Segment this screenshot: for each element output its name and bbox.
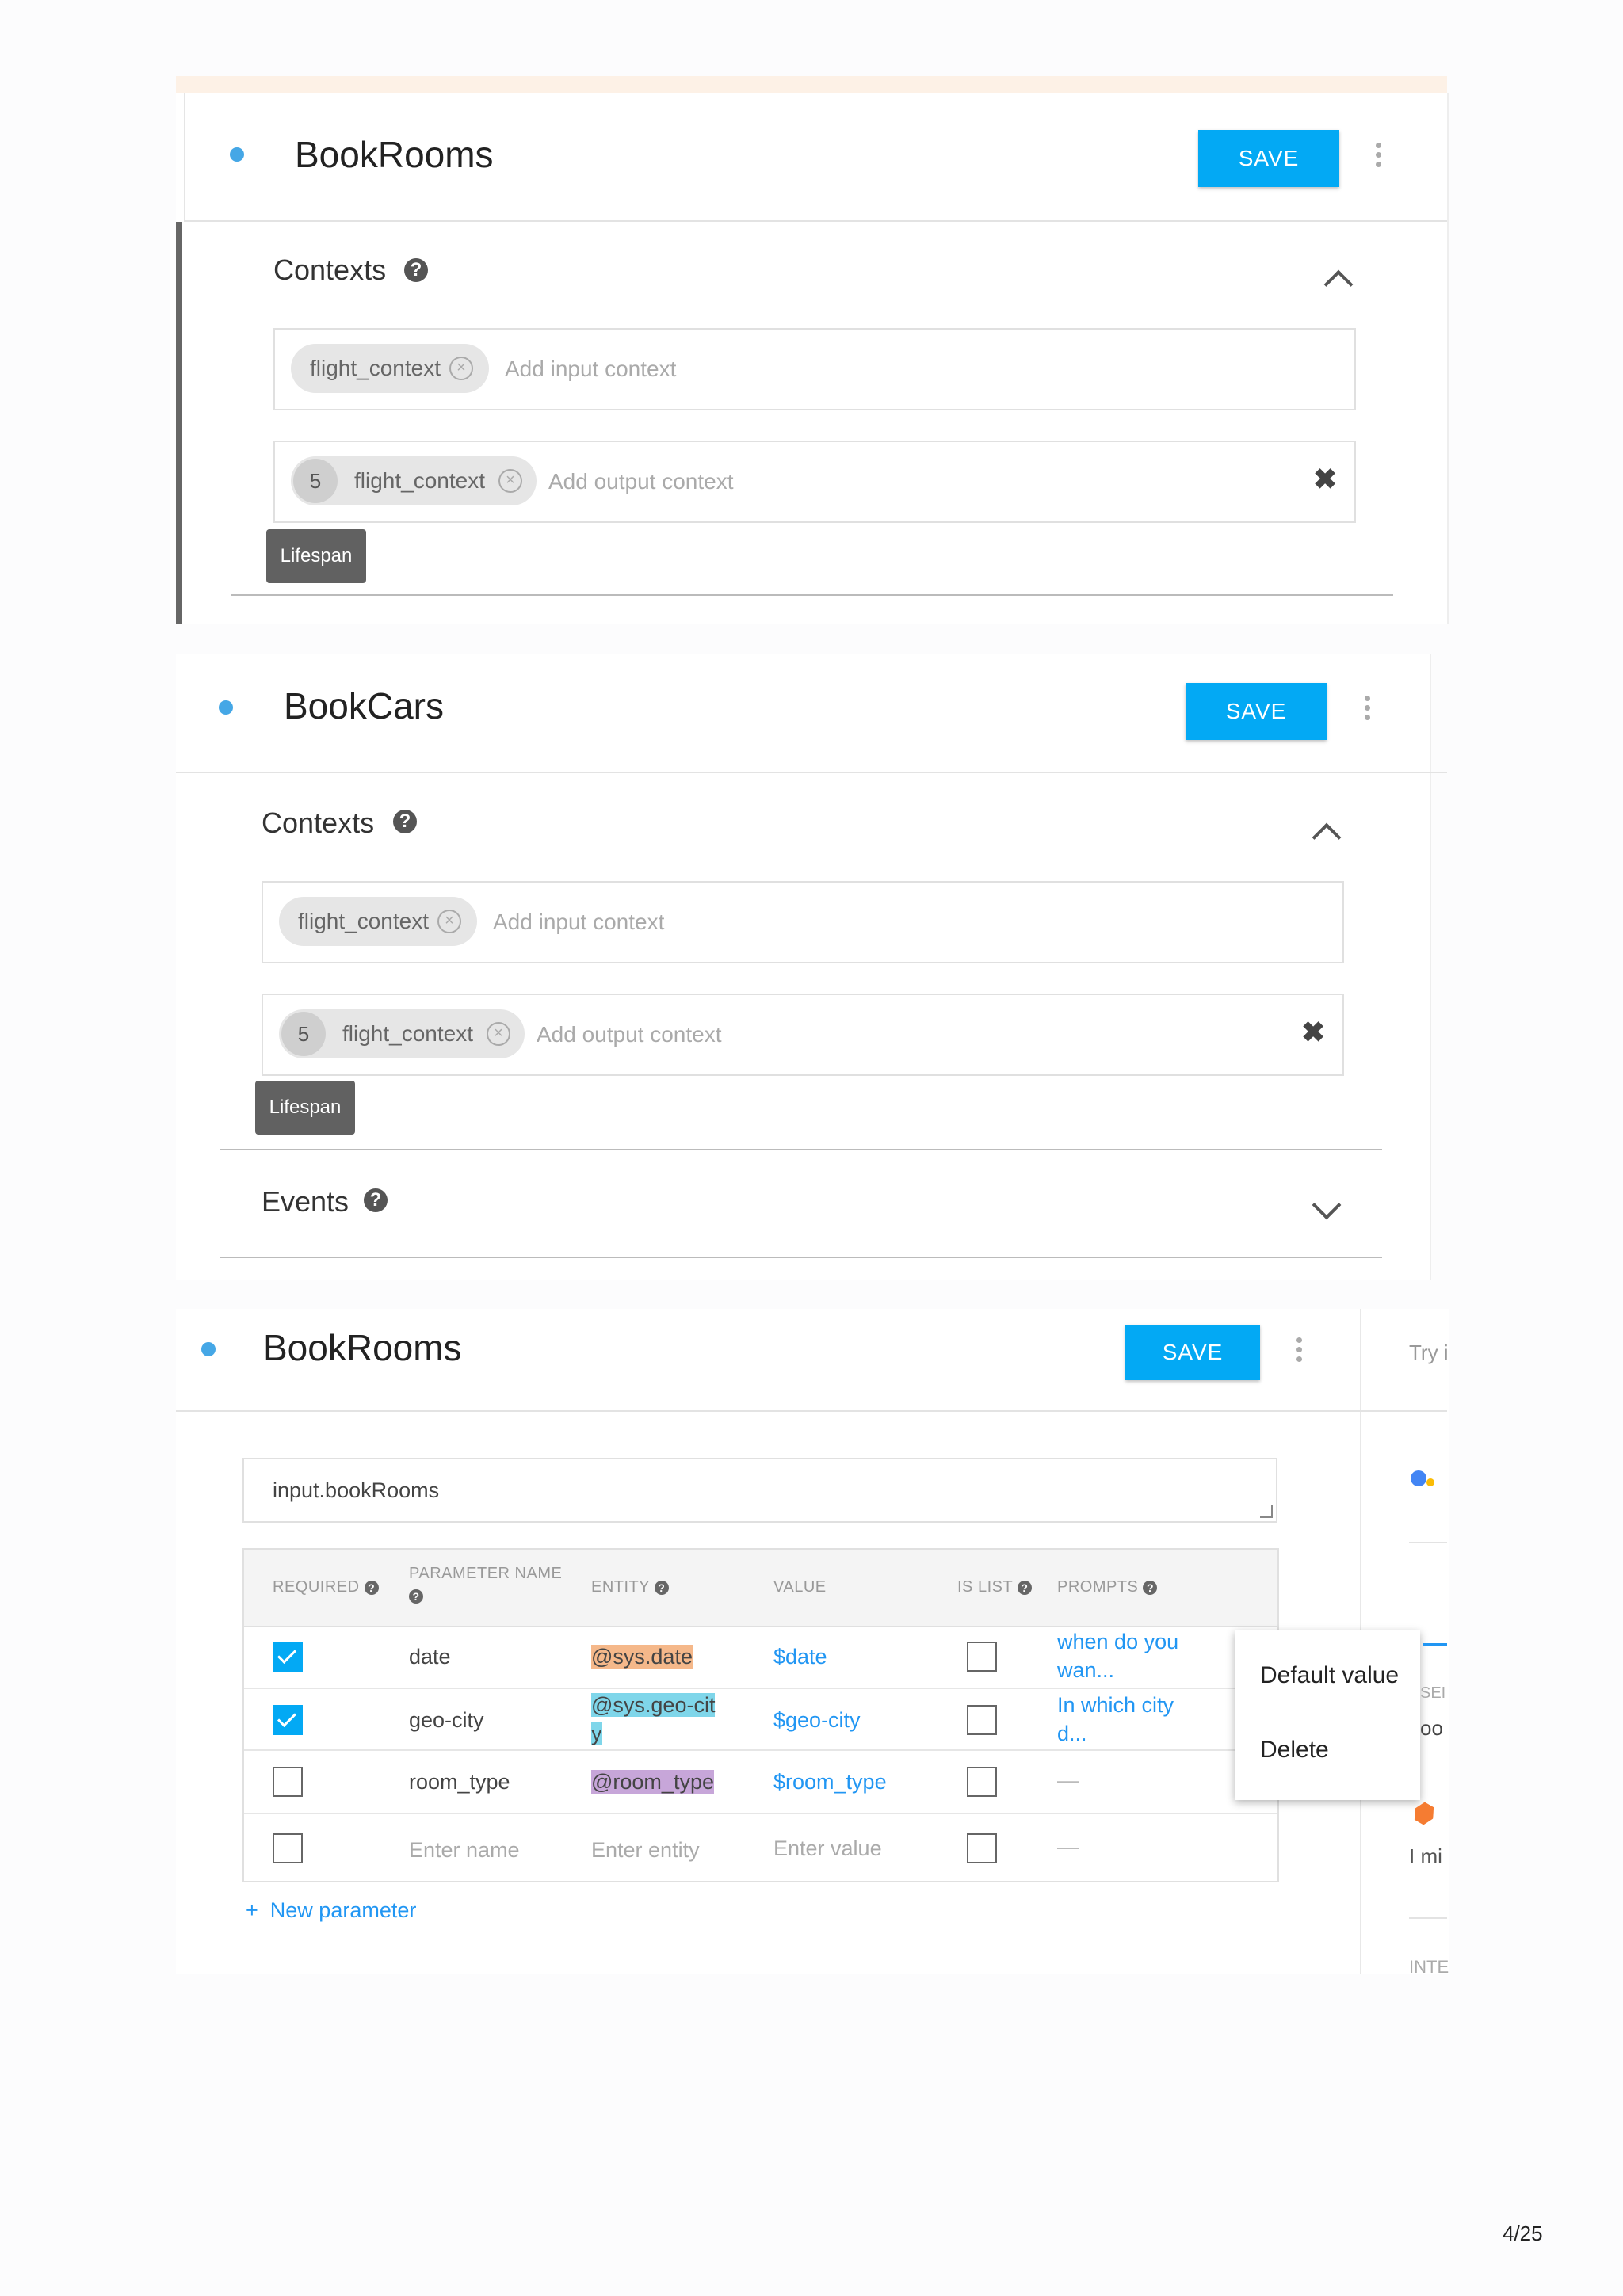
header-label: ENTITY — [591, 1578, 650, 1596]
help-icon[interactable]: ? — [404, 258, 428, 282]
required-checkbox[interactable] — [273, 1642, 303, 1672]
panel-body — [176, 654, 1431, 1280]
remove-chip-icon[interactable]: × — [487, 1022, 510, 1046]
assistant-icon-dot — [1426, 1478, 1434, 1486]
entity-line: y — [591, 1722, 602, 1745]
parameter-name[interactable]: geo-city — [409, 1708, 484, 1732]
header-parameter-name — [409, 1562, 567, 1607]
menu-item-default-value[interactable]: Default value — [1260, 1662, 1400, 1688]
required-checkbox[interactable] — [273, 1767, 303, 1797]
header-label: PROMPTS — [1057, 1578, 1139, 1596]
header-prompts — [1057, 1578, 1157, 1596]
prompt-line: when do you — [1057, 1630, 1179, 1653]
save-button[interactable]: SAVE — [1198, 130, 1339, 187]
value-input[interactable]: Enter value — [773, 1836, 882, 1860]
table-row — [244, 1689, 1277, 1751]
header-label: IS LIST — [957, 1578, 1013, 1596]
table-row — [244, 1751, 1277, 1814]
entity-line: @sys.geo-cit — [591, 1693, 716, 1717]
clear-icon[interactable]: ✖ — [1313, 463, 1338, 495]
lifespan-badge[interactable]: 5 — [281, 1012, 326, 1056]
panel-left-bar — [176, 222, 182, 624]
prompt-text[interactable] — [1057, 1627, 1178, 1684]
more-menu-icon[interactable] — [1376, 143, 1382, 171]
entity-tag[interactable]: @room_type — [591, 1770, 714, 1794]
header-value: VALUE — [773, 1578, 827, 1596]
divider — [231, 594, 1393, 596]
output-context-chip[interactable] — [291, 456, 537, 505]
panel-top-strip — [176, 76, 1447, 93]
remove-chip-icon[interactable]: × — [449, 357, 473, 380]
entity-tag[interactable]: @sys.date — [591, 1645, 693, 1669]
side-text-oo: oo — [1420, 1716, 1443, 1740]
is-list-checkbox[interactable] — [967, 1642, 997, 1672]
intent-title: BookRooms — [263, 1327, 462, 1368]
is-list-checkbox[interactable] — [967, 1767, 997, 1797]
lifespan-tooltip: Lifespan — [255, 1081, 355, 1135]
output-context-field[interactable] — [273, 441, 1356, 523]
parameter-value[interactable]: $geo-city — [773, 1708, 861, 1732]
prompt-text[interactable]: — — [1057, 1835, 1079, 1859]
action-value[interactable]: input.bookRooms — [273, 1478, 440, 1502]
save-button[interactable]: SAVE — [1125, 1325, 1260, 1380]
required-checkbox[interactable] — [273, 1833, 303, 1863]
prompt-text[interactable]: — — [1057, 1768, 1079, 1792]
side-text-inte: INTE — [1409, 1957, 1449, 1977]
prompt-line: In which city — [1057, 1693, 1174, 1717]
intent-title: BookCars — [284, 685, 444, 727]
remove-chip-icon[interactable]: × — [498, 469, 522, 493]
table-row — [244, 1626, 1277, 1689]
divider — [220, 1257, 1382, 1258]
divider — [1409, 1917, 1447, 1919]
try-it-label: Try i — [1409, 1341, 1449, 1364]
parameter-name[interactable]: room_type — [409, 1770, 510, 1794]
clear-icon[interactable]: ✖ — [1301, 1016, 1326, 1048]
input-context-placeholder: Add input context — [505, 357, 677, 381]
action-field[interactable] — [242, 1458, 1277, 1523]
side-text-sei: SEI — [1420, 1684, 1446, 1702]
input-context-chip[interactable] — [279, 897, 477, 946]
status-dot — [219, 700, 233, 715]
remove-chip-icon[interactable]: × — [437, 910, 461, 933]
assistant-icon — [1411, 1470, 1426, 1486]
parameter-name[interactable]: date — [409, 1645, 451, 1669]
help-icon[interactable]: ? — [1018, 1581, 1032, 1595]
page-number: 4/25 — [1503, 2222, 1543, 2245]
table-row-new — [244, 1814, 1277, 1881]
header-required — [273, 1578, 379, 1596]
new-parameter-label: New parameter — [269, 1898, 417, 1922]
chip-label: flight_context — [342, 1021, 473, 1046]
entity-input[interactable]: Enter entity — [591, 1838, 700, 1862]
parameters-table — [242, 1548, 1279, 1882]
tab-indicator — [1423, 1643, 1447, 1646]
chip-label: flight_context — [310, 356, 441, 380]
status-dot — [230, 147, 244, 162]
entity-tag[interactable] — [591, 1691, 715, 1748]
input-context-chip[interactable] — [291, 344, 489, 393]
help-icon[interactable]: ? — [409, 1589, 423, 1604]
intent-title: BookRooms — [295, 134, 494, 175]
status-dot — [201, 1342, 216, 1356]
chip-label: flight_context — [354, 468, 485, 493]
name-input[interactable]: Enter name — [409, 1838, 520, 1862]
header-label: REQUIRED — [273, 1578, 360, 1596]
contexts-label: Contexts — [262, 807, 375, 839]
output-context-chip[interactable] — [279, 1009, 525, 1058]
is-list-checkbox[interactable] — [967, 1705, 997, 1735]
resize-handle-icon[interactable] — [1260, 1505, 1273, 1518]
help-icon[interactable]: ? — [655, 1581, 669, 1595]
more-menu-icon[interactable] — [1296, 1337, 1303, 1366]
help-icon[interactable]: ? — [393, 810, 417, 833]
input-context-placeholder: Add input context — [493, 910, 665, 934]
help-icon[interactable]: ? — [364, 1188, 388, 1212]
divider — [184, 220, 1447, 222]
divider — [1409, 1542, 1447, 1543]
side-text-mi: I mi — [1409, 1844, 1442, 1868]
contexts-label: Contexts — [273, 254, 387, 286]
output-context-placeholder: Add output context — [537, 1022, 722, 1047]
panel-right-border — [1430, 654, 1431, 1280]
input-context-field[interactable] — [262, 881, 1344, 963]
panel-left-border — [184, 93, 185, 222]
save-button[interactable]: SAVE — [1186, 683, 1327, 740]
prompt-line: wan... — [1057, 1658, 1115, 1682]
parameter-value[interactable]: $date — [773, 1645, 827, 1669]
header-is-list — [957, 1578, 1032, 1596]
events-label: Events — [262, 1185, 349, 1218]
input-context-field[interactable] — [273, 328, 1356, 410]
header-label: PARAMETER NAME — [409, 1565, 563, 1582]
menu-item-delete[interactable]: Delete — [1260, 1737, 1329, 1763]
required-checkbox[interactable] — [273, 1705, 303, 1735]
help-icon[interactable]: ? — [365, 1581, 379, 1595]
is-list-checkbox[interactable] — [967, 1833, 997, 1863]
prompt-line: d... — [1057, 1722, 1087, 1745]
plus-icon: + — [246, 1898, 258, 1922]
more-menu-icon[interactable] — [1365, 696, 1371, 724]
prompt-text[interactable] — [1057, 1691, 1174, 1748]
output-context-field[interactable] — [262, 994, 1344, 1076]
lifespan-tooltip: Lifespan — [266, 529, 366, 583]
divider — [220, 1149, 1382, 1150]
header-entity — [591, 1578, 669, 1596]
help-icon[interactable]: ? — [1143, 1581, 1157, 1595]
parameter-value[interactable]: $room_type — [773, 1770, 887, 1794]
chip-label: flight_context — [298, 909, 429, 933]
divider — [176, 1410, 1447, 1412]
lifespan-badge[interactable]: 5 — [293, 459, 338, 503]
new-parameter-link[interactable] — [246, 1898, 416, 1923]
divider — [176, 772, 1447, 773]
context-menu — [1235, 1630, 1420, 1800]
output-context-placeholder: Add output context — [548, 469, 734, 494]
